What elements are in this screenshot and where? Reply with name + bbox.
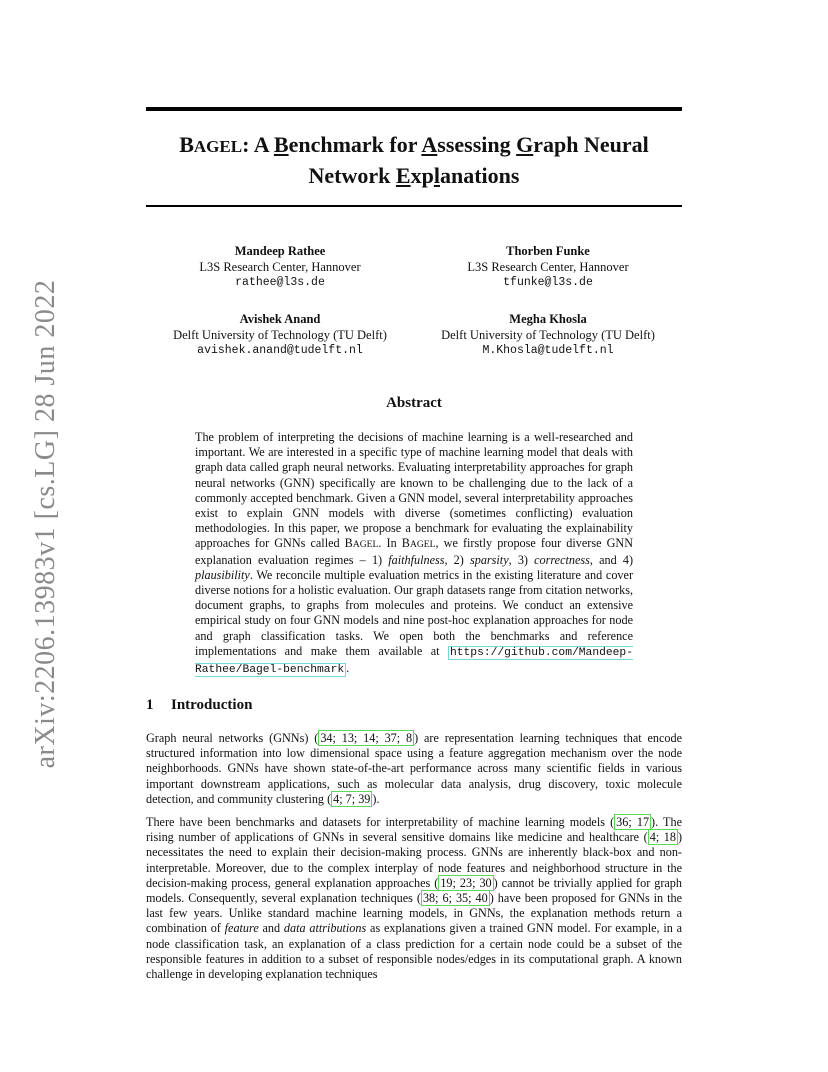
- abstract-text: , and 4): [589, 552, 633, 567]
- title-bottom-rule: [146, 205, 682, 207]
- body-text: ) are representation learning techniques that encode structured information into low dimensional space using a feature aggregation mechanism over the node neighborhoods. GNNs have shown state-of-the-art performance across many scientific fields in various important downstream applications, such as molecular data analysis, drug discovery, toxic molecule detection, and community clustering (: [146, 731, 682, 806]
- body-text: ) have been proposed for GNNs in the last few years. Unlike standard machine learning models, in GNNs, the explanation methods return a combination of: [146, 891, 682, 936]
- author-email[interactable]: rathee@l3s.de: [235, 276, 325, 289]
- citation-link[interactable]: 38; 6; 35; 40: [422, 891, 488, 906]
- emphasis-faithfulness: faithfulness: [388, 552, 445, 567]
- author-card: [146, 312, 414, 359]
- title-line-2: [146, 161, 682, 190]
- body-text: ). The rising number of applications of GNNs in several sensitive domains like medicine and healthcare (: [146, 815, 682, 845]
- title-text: : A: [242, 132, 274, 157]
- abstract-text: , 2): [444, 552, 470, 567]
- title-text: Network: [308, 163, 396, 188]
- body-text: ).: [372, 791, 380, 806]
- citation-link[interactable]: 4; 18: [649, 830, 676, 845]
- small-caps-text: AGEL: [352, 539, 379, 551]
- author-card: [146, 244, 414, 291]
- intro-paragraph-2: [146, 815, 682, 982]
- title-bagel-initial: B: [179, 132, 194, 157]
- title-text: xp: [410, 163, 434, 188]
- citation-link[interactable]: 36; 17: [616, 815, 650, 829]
- arxiv-side-stamp: arXiv:2206.13983v1 [cs.LG] 28 Jun 2022: [30, 279, 61, 769]
- body-text: Graph neural networks (GNNs) (: [146, 731, 319, 745]
- body-text: and: [258, 921, 284, 936]
- title-top-rule: [146, 107, 682, 111]
- citation-link[interactable]: 34; 13; 14; 37; 8: [320, 731, 413, 745]
- author-affiliation: L3S Research Center, Hannover: [467, 259, 629, 274]
- abstract-text: The problem of interpreting the decisions of machine learning is a well-researched and important. We are interested in a specific type of machine learning model that deals with graph data called graph neural networks. Evaluating interpretability approaches for graph neural networks (GNN) specifically are known to be challenging due to the lack of a commonly accepted benchmark. Given a GNN model, several interpretability approaches exist to explain GNN models with diverse (sometimes conflicting) evaluation methodologies. In this paper, we propose a benchmark for evaluating the explainability approaches for GNNs called B: [195, 430, 633, 551]
- author-affiliation: Delft University of Technology (TU Delft): [441, 327, 655, 342]
- title-text: anations: [439, 163, 520, 188]
- citation-link[interactable]: 19; 23; 30: [440, 875, 492, 890]
- author-email[interactable]: avishek.anand@tudelft.nl: [197, 344, 363, 357]
- title-underlined-letter: A: [421, 132, 438, 157]
- section-number: 1: [146, 697, 154, 713]
- title-text: raph Neural: [533, 132, 649, 157]
- abstract-body: [195, 430, 633, 678]
- section-title: Introduction: [171, 697, 253, 713]
- author-name: Thorben Funke: [506, 244, 590, 258]
- title-bagel-rest: AGEL: [193, 137, 243, 156]
- author-name: Avishek Anand: [239, 312, 321, 326]
- section-heading: [146, 697, 252, 714]
- title-underlined-letter: B: [273, 132, 289, 157]
- emphasis-sparsity: sparsity: [470, 552, 509, 567]
- emphasis-plausibility: plausibility: [195, 567, 250, 582]
- emphasis-feature: feature: [224, 921, 259, 936]
- author-email[interactable]: M.Khosla@tudelft.nl: [482, 344, 614, 357]
- title-text: enchmark for: [288, 132, 422, 157]
- title-underlined-letter: l: [433, 163, 440, 188]
- abstract-heading: Abstract: [386, 395, 442, 411]
- abstract-text: .: [346, 661, 350, 676]
- author-name: Mandeep Rathee: [234, 244, 326, 258]
- title-line-1: [146, 130, 682, 161]
- github-link[interactable]: https://github.com/Mandeep-Rathee/Bagel-benchmark: [195, 646, 633, 677]
- body-text: ) cannot be trivially applied for graph models. Consequently, several explanation techniques (: [146, 875, 682, 906]
- emphasis-correctness: correctness: [534, 552, 590, 567]
- author-affiliation: L3S Research Center, Hannover: [199, 259, 361, 274]
- body-text: There have been benchmarks and datasets for interpretability of machine learning models (: [146, 815, 615, 829]
- title-text: ssessing: [437, 132, 517, 157]
- body-text: ) necessitates the need to explain their decision-making process. GNNs are inherently black-box and non-interpretable. Moreover, due to the complex interplay of node features and neighborhood structure in the decision-making process, general explanation approaches (: [146, 830, 683, 890]
- citation-link[interactable]: 4; 7; 39: [333, 791, 371, 806]
- abstract-text: . We reconcile multiple evaluation metrics in the existing literature and cover diverse notions for a holistic evaluation. Our graph datasets range from citation networks, document graphs, to graphs from molecules and proteins. We conduct an extensive empirical study on four GNN models and nine post-hoc explanation approaches for node and graph classification tasks. We open both the benchmarks and reference implementations and make them available at: [195, 567, 633, 658]
- body-text: as explanations given a trained GNN model. For example, in a node classification task, an explanation of a class prediction for a certain node could be a subset of the responsible features in addition to a subset of responsible nodes/edges in its computational graph. A known challenge in developing explanation techniques: [146, 921, 683, 982]
- abstract-text: . In B: [378, 536, 410, 551]
- author-email[interactable]: tfunke@l3s.de: [503, 276, 593, 289]
- intro-paragraph-1: [146, 731, 682, 807]
- abstract-text: , we firstly propose four diverse GNN explanation evaluation regimes – 1): [195, 536, 633, 567]
- author-name: Megha Khosla: [509, 312, 587, 326]
- paper-title: [146, 130, 682, 190]
- author-card: [414, 244, 682, 291]
- title-underlined-letter: G: [516, 132, 534, 157]
- emphasis-data-attributions: data attributions: [283, 921, 367, 936]
- small-caps-text: AGEL: [409, 539, 436, 551]
- author-card: [414, 312, 682, 359]
- abstract-text: , 3): [508, 552, 535, 567]
- title-underlined-letter: E: [395, 163, 411, 188]
- author-affiliation: Delft University of Technology (TU Delft): [173, 327, 387, 342]
